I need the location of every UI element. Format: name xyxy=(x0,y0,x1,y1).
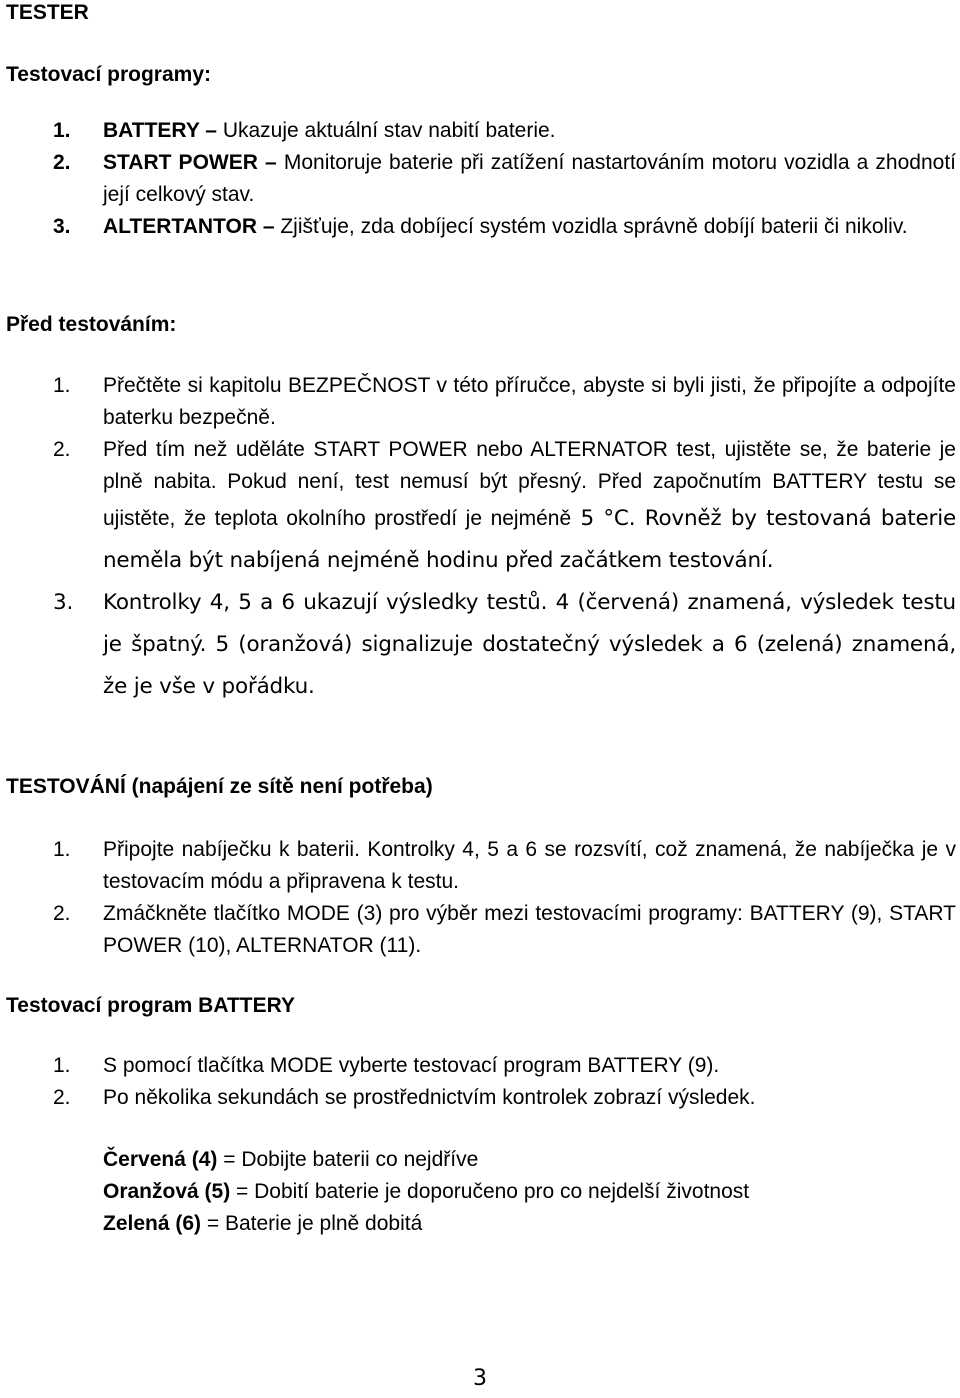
legend-text: = Dobití baterie je doporučeno pro co nejdelší životnost xyxy=(230,1180,750,1203)
list-item xyxy=(0,370,960,434)
list-number: 3. xyxy=(53,590,74,615)
page-number: 3 xyxy=(473,1366,487,1391)
list-number: 2. xyxy=(53,438,71,461)
program-separator: – xyxy=(256,215,281,238)
indicator-legend xyxy=(103,1144,749,1240)
list-item xyxy=(0,582,960,708)
list-text: Před tím než uděláte START POWER nebo ALTERNATOR test, ujistěte se, že baterie je plně nabita. Pokud není, test nemusí být přesný. Před započnutím BATTERY testu se ujistěte, že teplota okolního prostředí je nejméně xyxy=(103,438,956,530)
list-text: Připojte nabíječku k baterii. Kontrolky 4, 5 a 6 se rozsvítí, což znamená, že nabíječka je v testovacím módu a připravena k testu. xyxy=(103,838,956,893)
battery-program-heading: Testovací program BATTERY xyxy=(6,994,295,1017)
list-number: 2. xyxy=(53,151,71,174)
testing-heading: TESTOVÁNÍ (napájení ze sítě není potřeba) xyxy=(6,775,433,798)
before-testing-list xyxy=(0,370,960,708)
program-separator: – xyxy=(199,119,223,142)
list-number: 1. xyxy=(53,374,71,397)
list-item xyxy=(0,1050,960,1082)
battery-program-list xyxy=(0,1050,960,1114)
list-text: Přečtěte si kapitolu BEZPEČNOST v této příručce, abyste si byli jisti, že připojíte a odpojíte baterku bezpečně. xyxy=(103,374,956,429)
list-number: 1. xyxy=(53,838,71,861)
programs-heading: Testovací programy: xyxy=(6,63,212,86)
list-number: 1. xyxy=(53,119,71,142)
program-separator: – xyxy=(257,151,284,174)
legend-item-orange xyxy=(103,1176,749,1208)
list-number: 2. xyxy=(53,902,71,925)
program-description: Monitoruje baterie při zatížení nastartováním motoru vozidla a zhodnotí její celkový stav. xyxy=(103,151,956,206)
list-item xyxy=(0,898,960,962)
program-name: START POWER xyxy=(103,151,258,174)
legend-label: Červená (4) xyxy=(103,1148,218,1171)
legend-label: Zelená (6) xyxy=(103,1212,202,1235)
list-text: S pomocí tlačítka MODE vyberte testovací program BATTERY (9). xyxy=(103,1054,720,1077)
list-text: Zmáčkněte tlačítko MODE (3) pro výběr mezi testovacími programy: BATTERY (9), START POWER (10), ALTERNATOR (11). xyxy=(103,902,956,957)
program-description: Zjišťuje, zda dobíjecí systém vozidla správně dobíjí baterii či nikoliv. xyxy=(280,215,908,238)
list-number: 3. xyxy=(53,215,71,238)
list-text-continued: 5 °C. Rovněž by testovaná baterie neměla být nabíjená nejméně hodinu před začátkem testování. xyxy=(103,506,956,573)
list-text: Kontrolky 4, 5 a 6 ukazují výsledky testů. 4 (červená) znamená, výsledek testu je špatný. 5 (oranžová) signalizuje dostatečný výsledek a 6 (zelená) znamená, že je vše v pořádku. xyxy=(103,590,956,699)
legend-item-green xyxy=(103,1208,749,1240)
list-number: 1. xyxy=(53,1054,71,1077)
program-item xyxy=(0,115,960,147)
program-description: Ukazuje aktuální stav nabití baterie. xyxy=(222,119,556,142)
document-title: TESTER xyxy=(6,1,89,24)
list-item xyxy=(0,434,960,582)
legend-label: Oranžová (5) xyxy=(103,1180,231,1203)
program-name: ALTERTANTOR xyxy=(103,215,257,238)
program-item xyxy=(0,211,960,243)
list-text: Po několika sekundách se prostřednictvím kontrolek zobrazí výsledek. xyxy=(103,1086,756,1109)
program-item xyxy=(0,147,960,211)
testing-list xyxy=(0,834,960,962)
legend-text: = Dobijte baterii co nejdříve xyxy=(217,1148,479,1171)
legend-text: = Baterie je plně dobitá xyxy=(201,1212,423,1235)
list-item xyxy=(0,1082,960,1114)
list-item xyxy=(0,834,960,898)
before-testing-heading: Před testováním: xyxy=(6,313,177,336)
program-name: BATTERY xyxy=(103,119,200,142)
legend-item-red xyxy=(103,1144,749,1176)
programs-list xyxy=(0,115,960,243)
list-number: 2. xyxy=(53,1086,71,1109)
